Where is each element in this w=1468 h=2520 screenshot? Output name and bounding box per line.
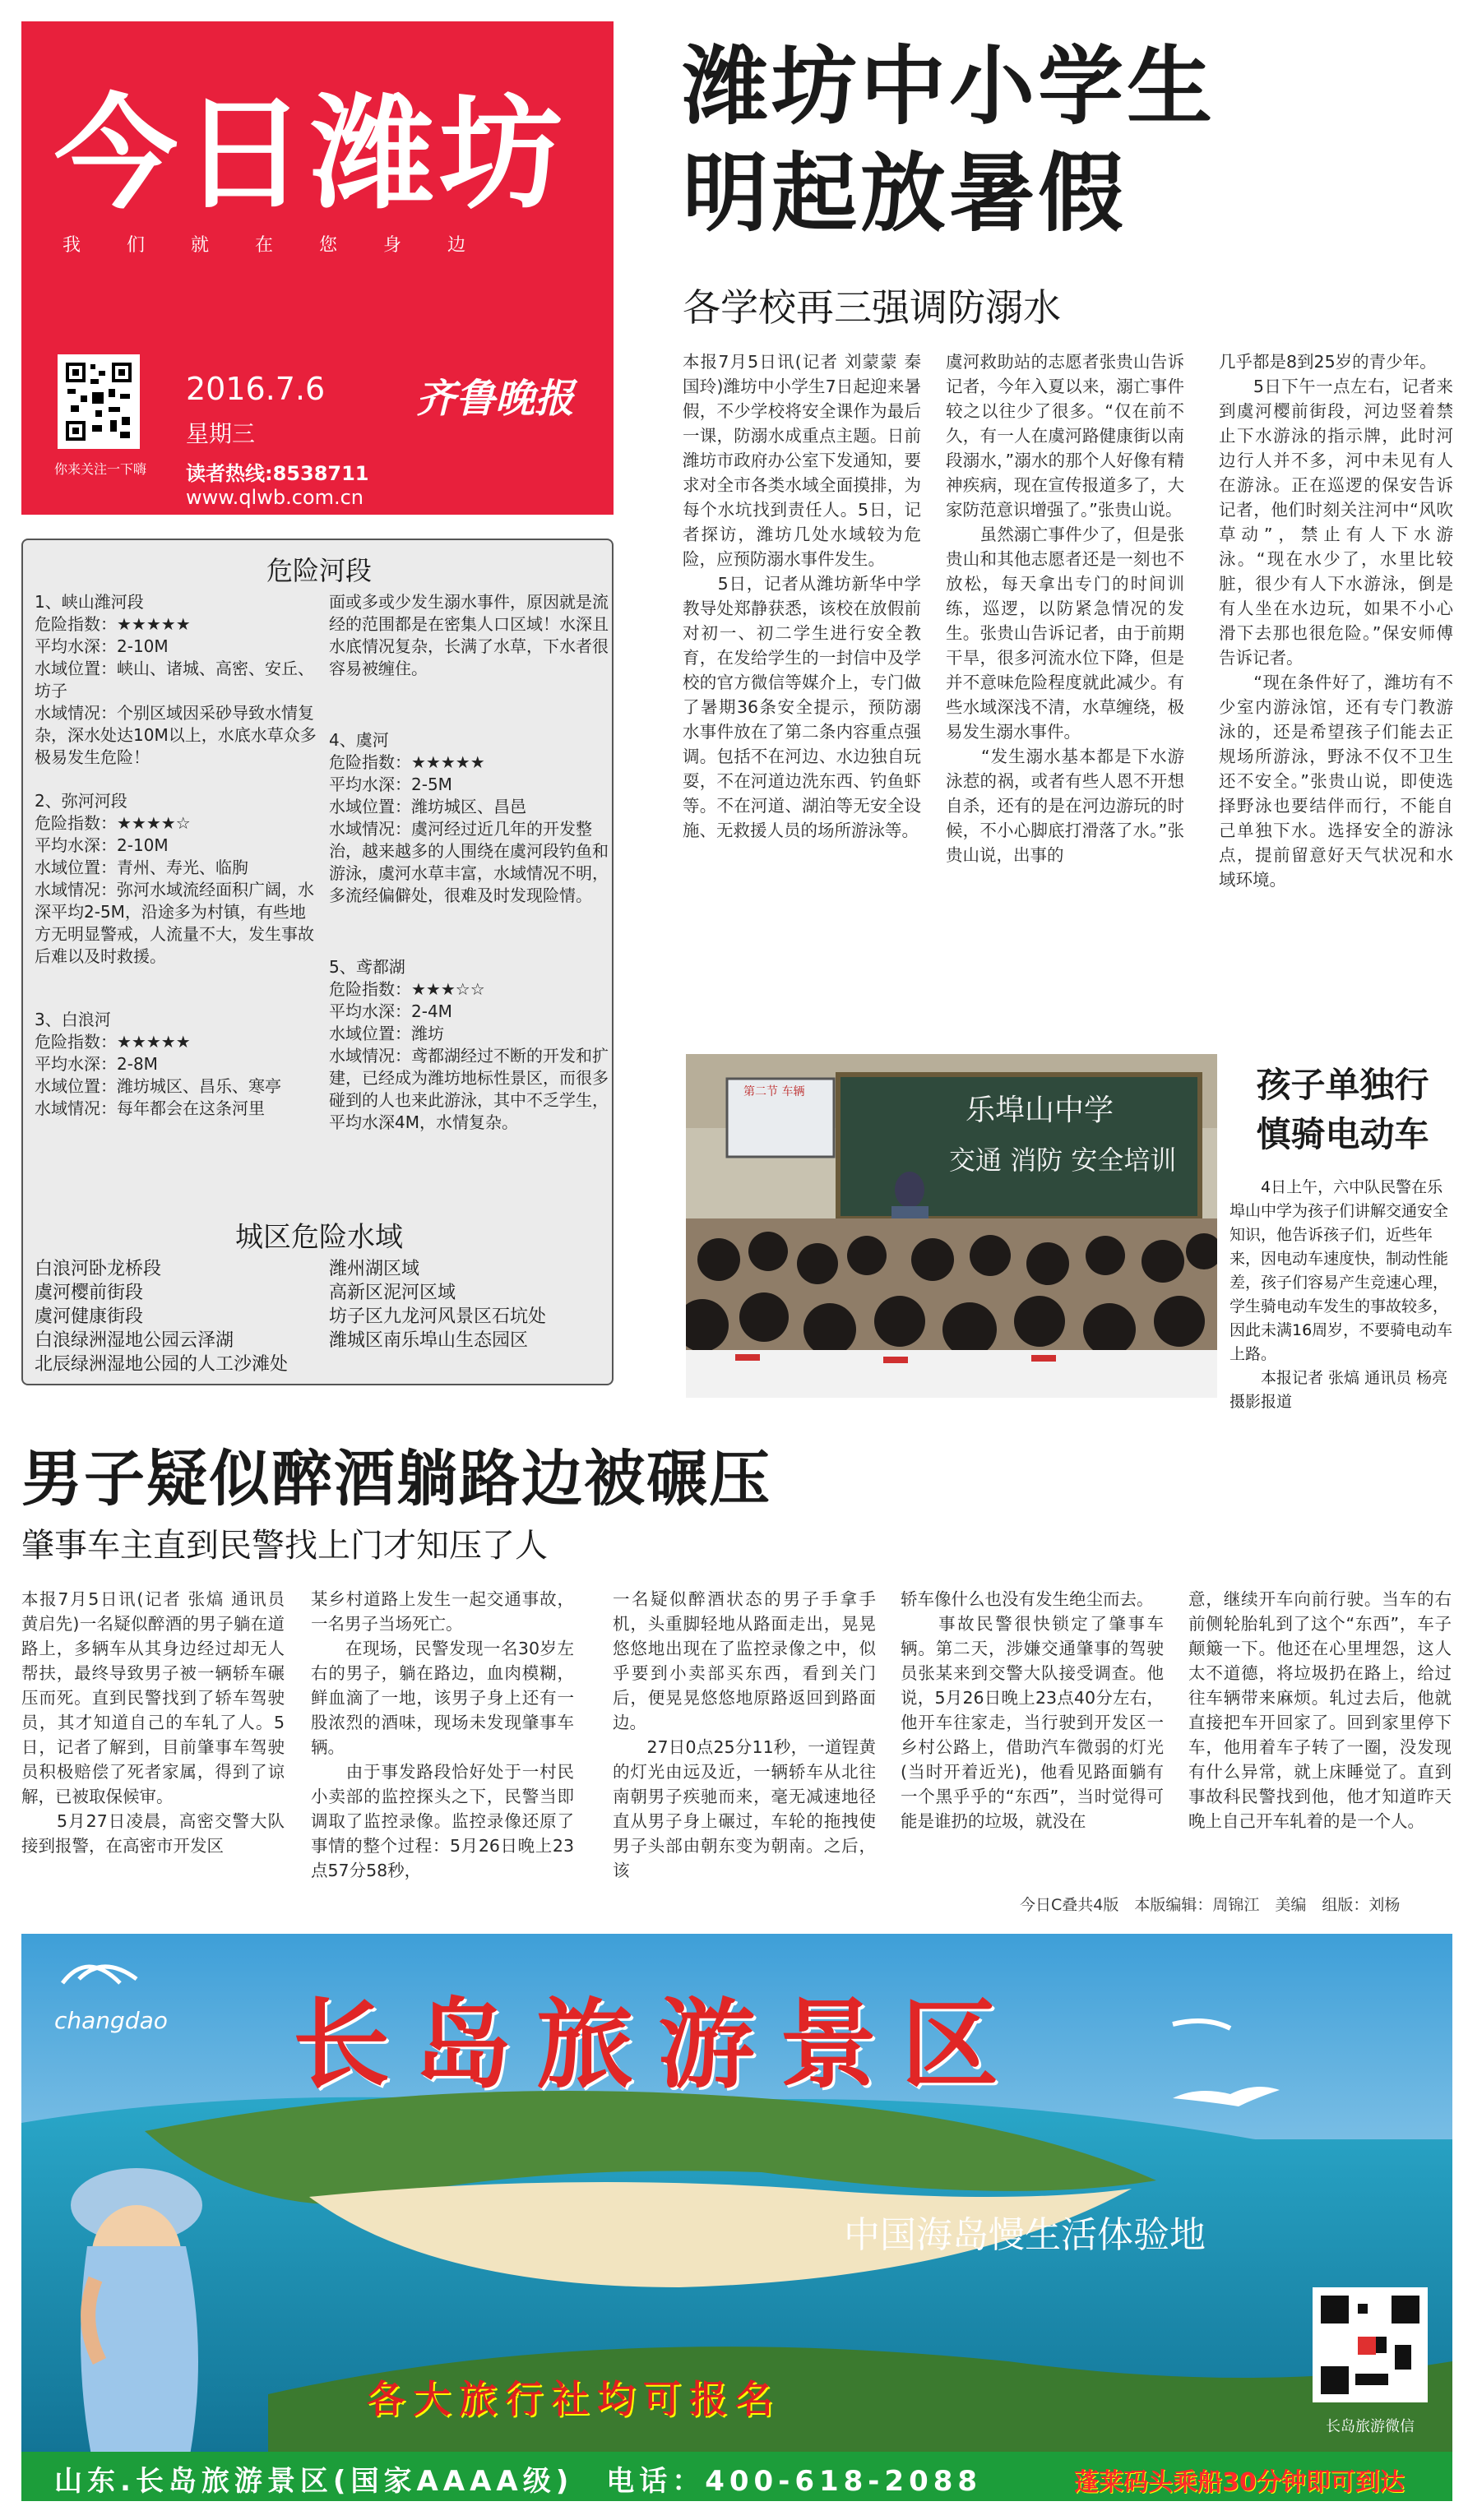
side-story-credit: 本报记者 张熇 通讯员 杨亮 摄影报道 bbox=[1230, 1369, 1448, 1411]
river-detail: 平均水深：2-10M bbox=[35, 636, 169, 656]
issue-date: 2016.7.6 bbox=[186, 371, 326, 407]
blackboard-topic: 交通 消防 安全培训 bbox=[949, 1144, 1177, 1176]
river-section bbox=[329, 591, 609, 680]
article-2-col4: 轿车像什么也没有发生绝尘而去。 事故民警很快锁定了肇事车辆。第二天，涉嫌交通肇事的驾驶员张某来到交警大队接受调查。他说，5月26日晚上23点40分左右，他开车往家走，当行驶到开发区一乡村公路上，借助汽车微弱的灯光(当时开着近光)，他看见路面躺有一个黑乎乎的“东西”，当时觉得可能是谁扔的垃圾，就没在 bbox=[901, 1589, 1164, 1831]
river-name: 1、峡山潍河段 bbox=[35, 592, 144, 612]
river-name: 3、白浪河 bbox=[35, 1010, 111, 1029]
side-story-title bbox=[1230, 1061, 1456, 1159]
river-section bbox=[35, 790, 318, 968]
river-detail: 水域情况：个别区域因采砂导致水情复杂，深水处达10M以上，水底水草众多极易发生危险！ bbox=[35, 703, 317, 767]
qr-caption: 你来关注一下嗨 bbox=[54, 461, 147, 477]
article-1-col3: 几乎都是8到25岁的青少年。 5日下午一点左右，记者来到虞河樱前街段，河边竖着禁止下水游泳的指示牌，此时河边行人并不多，河中未见有人在游泳。正在巡逻的保安告诉记者，他们时刻关注河中“风吹草动”，禁止有人下水游泳。“现在水少了，水里比较脏，很少有人下水游泳，倒是有人坐在水边玩，如果不小心滑下去那也很危险。”保安师傅告诉记者。 “现在条件好了，潍坊有不少室内游泳馆，还有专门教游泳的，还是希望孩子们能去正规场所游泳，野泳不仅不卫生还不安全。”张贵山说，即使选择野泳也要结伴而行，不能自己单独下水。选择安全的游泳点，提前留意好天气状况和水域环境。 bbox=[1219, 352, 1453, 890]
city-water-item: 高新区泥河区域 bbox=[329, 1283, 456, 1303]
river-detail: 危险指数：★★★★★ bbox=[329, 752, 485, 772]
river-detail: 危险指数：★★★★☆ bbox=[35, 813, 191, 833]
river-section bbox=[35, 1009, 318, 1120]
newspaper-name: 齐鲁晚报 bbox=[416, 376, 575, 422]
side-title-line2: 慎骑电动车 bbox=[1256, 1114, 1429, 1154]
masthead bbox=[21, 21, 614, 515]
headline-1-line2: 明起放暑假 bbox=[683, 143, 1128, 243]
headline-2: 男子疑似醉酒躺路边被碾压 bbox=[21, 1444, 771, 1514]
city-water-item: 白浪河卧龙桥段 bbox=[35, 1259, 162, 1279]
danger-col-2 bbox=[329, 591, 609, 1134]
river-detail: 水域情况：每年都会在这条河里 bbox=[35, 1098, 265, 1118]
article-2-col1: 本报7月5日讯(记者 张熇 通讯员 黄启先)一名疑似醉酒的男子躺在道路上，多辆车从其身边经过却无人帮扶，最终导致男子被一辆轿车碾压而死。直到民警找到了轿车驾驶员，其才知道自己的车轧了人。5日，记者了解到，目前肇事车驾驶员积极赔偿了死者家属，得到了谅解，已被取保候审。 5月27日凌晨，高密交警大队接到报警，在高密市开发区 bbox=[21, 1589, 285, 1856]
river-name: 2、弥河河段 bbox=[35, 791, 127, 811]
side-title-line1: 孩子单独行 bbox=[1256, 1065, 1429, 1105]
river-name: 5、鸢都湖 bbox=[329, 957, 405, 977]
ad-contact: 山东.长岛旅游景区(国家AAAA级) 电话：400-618-2088 bbox=[54, 2465, 983, 2498]
danger-rivers-box bbox=[21, 539, 614, 1385]
river-name: 4、虞河 bbox=[329, 730, 389, 750]
river-section bbox=[329, 729, 609, 907]
city-water-item: 潍城区南乐埠山生态园区 bbox=[329, 1330, 529, 1351]
ad-title: 长岛旅游景区 bbox=[293, 1987, 1024, 2102]
city-water-item: 白浪绿洲湿地公园云泽湖 bbox=[35, 1330, 234, 1351]
city-water-item: 北辰绿洲湿地公园的人工沙滩处 bbox=[35, 1354, 289, 1375]
city-water-item: 坊子区九龙河风景区石坑处 bbox=[329, 1306, 547, 1327]
river-detail: 面或多或少发生溺水事件，原因就是流经的范围都是在密集人口区域！水深且水底情况复杂，长满了水草，下水者很容易被缠住。 bbox=[329, 592, 609, 678]
danger-box-title: 危险河段 bbox=[266, 555, 372, 586]
river-detail: 水域位置：潍坊城区、昌邑 bbox=[329, 797, 526, 816]
slide-title: 第二节 车辆 bbox=[743, 1085, 805, 1098]
headline-2-subtitle: 肇事车主直到民警找上门才知压了人 bbox=[21, 1527, 548, 1565]
ad-logo-text: changdao bbox=[54, 2007, 168, 2034]
city-water-item: 虞河健康街段 bbox=[35, 1306, 144, 1327]
river-detail: 水域位置：潍坊 bbox=[329, 1024, 444, 1043]
headline-1-subtitle: 各学校再三强调防溺水 bbox=[683, 285, 1061, 330]
website-url: www.qlwb.com.cn bbox=[186, 486, 364, 509]
side-story-body bbox=[1230, 1176, 1456, 1414]
danger-col-1 bbox=[35, 591, 318, 1120]
article-2-col5: 意，继续开车向前行驶。当车的右前侧轮胎轧到了这个“东西”，车子颠簸一下。他还在心里埋怨，这人太不道德，将垃圾扔在路上，给过往车辆带来麻烦。轧过去后，他就直接把车开回家了。回到家里停下车，他用着车子转了一圈，没发现有什么异常，就上床睡觉了。直到事故科民警找到他，他才知道昨天晚上自己开车轧着的是一个人。 bbox=[1188, 1589, 1452, 1831]
ad-ferry: 蓬莱码头乘船30分钟即可到达 bbox=[1074, 2468, 1405, 2497]
page-footnote: 今日C叠共4版 本版编辑：周锦江 美编 组版：刘杨 bbox=[1020, 1896, 1401, 1914]
ad-agencies: 各大旅行社均可报名 bbox=[367, 2377, 781, 2421]
river-detail: 危险指数：★★★★★ bbox=[35, 1032, 191, 1052]
ad-qr-code-icon bbox=[1313, 2287, 1428, 2402]
article-1-col1: 本报7月5日讯(记者 刘蒙蒙 秦国玲)潍坊中小学生7日起迎来暑假，不少学校将安全课作为最后一课，防溺水成重点主题。日前潍坊市政府办公室下发通知，要求对全市各类水域全面摸排，为每个水坑找到责任人。5日，记者探访，潍坊几处水域较为危险，应预防溺水事件发生。 5日，记者从潍坊新华中学教导处郑静获悉，该校在放假前对初一、初二学生进行安全教育，在发给学生的一封信中及学校的官方微信等媒介上，专门做了暑期36条安全提示，预防溺水事件放在了第二条内容重点强调。包括不在河边、水边独自玩耍，不在河道边洗东西、钓鱼虾等。不在河道、湖泊等无安全设施、无救援人员的场所游泳等。 bbox=[683, 352, 921, 840]
river-detail: 平均水深：2-8M bbox=[35, 1054, 158, 1074]
river-section bbox=[35, 591, 318, 769]
article-2-col3: 一名疑似醉酒状态的男子手拿手机，头重脚轻地从路面走出，晃晃悠悠地出现在了监控录像之中，似乎要到小卖部买东西，看到关门后，便晃晃悠悠地原路返回到路面边。 27日0点25分11秒，一道锃黄的灯光由远及近，一辆轿车从北往南朝男子疾驰而来，毫无减速地径直从男子身上碾过，车轮的拖拽使男子头部由朝东变为朝南。之后，该 bbox=[613, 1589, 876, 1880]
river-detail: 水域位置：潍坊城区、昌乐、寒亭 bbox=[35, 1076, 281, 1096]
girl-figure-icon bbox=[71, 2168, 202, 2476]
city-danger-title: 城区危险水域 bbox=[235, 1221, 403, 1254]
river-detail: 水域情况：弥河水域流经面积广阔，水深平均2-5M，沿途多为村镇，有些地方无明显警戒，人流量不大，发生事故后难以及时救援。 bbox=[35, 880, 314, 966]
masthead-logo: 今日潍坊 bbox=[54, 83, 568, 226]
changdao-advertisement bbox=[21, 1934, 1452, 2501]
city-water-item: 虞河樱前街段 bbox=[35, 1283, 144, 1303]
river-detail: 水域位置：峡山、诸城、高密、安丘、坊子 bbox=[35, 659, 314, 701]
ad-tagline: 中国海岛慢生活体验地 bbox=[844, 2214, 1206, 2256]
reader-hotline: 读者热线:8538711 bbox=[186, 462, 369, 485]
river-section bbox=[329, 956, 609, 1134]
city-water-item: 潍州湖区域 bbox=[329, 1259, 420, 1279]
side-story-text: 4日上午，六中队民警在乐埠山中学为孩子们讲解交通安全知识，他告诉孩子们，近些年来，因电动车速度快，制动性能差，孩子们容易产生竞速心理，学生骑电动车发生的事故较多，因此未满16周岁，不要骑电动车上路。 bbox=[1230, 1178, 1453, 1363]
ad-qr-caption: 长岛旅游微信 bbox=[1326, 2418, 1415, 2435]
city-list-left bbox=[35, 1257, 314, 1376]
blackboard-school: 乐埠山中学 bbox=[966, 1094, 1114, 1127]
city-list-right bbox=[329, 1257, 609, 1352]
classroom-photo bbox=[686, 1054, 1217, 1398]
river-detail: 水域情况：虞河经过近几年的开发整治，越来越多的人围绕在虞河段钓鱼和游泳，虞河水草丰富，水域情况不明，多流经偏僻处，很难及时发现险情。 bbox=[329, 819, 609, 905]
qr-code-icon bbox=[58, 354, 140, 449]
headline-1 bbox=[683, 33, 1216, 247]
river-detail: 水域位置：青州、寿光、临朐 bbox=[35, 858, 248, 877]
river-detail: 平均水深：2-10M bbox=[35, 835, 169, 855]
river-detail: 水域情况：鸢都湖经过不断的开发和扩建，已经成为潍坊地标性景区，而很多碰到的人也来此游泳，其中不乏学生，平均水深4M，水情复杂。 bbox=[329, 1046, 609, 1132]
river-detail: 危险指数：★★★★★ bbox=[35, 614, 191, 634]
river-detail: 平均水深：2-5M bbox=[329, 774, 452, 794]
headline-1-line1: 潍坊中小学生 bbox=[683, 36, 1216, 136]
river-detail: 危险指数：★★★☆☆ bbox=[329, 979, 485, 999]
masthead-slogan: 我们就在您身边 bbox=[63, 235, 512, 256]
issue-weekday: 星期三 bbox=[186, 420, 256, 447]
article-2-col2: 某乡村道路上发生一起交通事故，一名男子当场死亡。 在现场，民警发现一名30岁左右的男子，躺在路边，血肉模糊，鲜血滴了一地，该男子身上还有一股浓烈的酒味，现场未发现肇事车辆。 由于事发路段恰好处于一村民小卖部的监控探头之下，民警当即调取了监控录像。监控录像还原了事情的整个过程：5月26日晚上23点57分58秒， bbox=[311, 1589, 574, 1880]
river-detail: 平均水深：2-4M bbox=[329, 1001, 452, 1021]
article-1-col2: 虞河救助站的志愿者张贵山告诉记者，今年入夏以来，溺亡事件较之以往少了很多。“仅在前不久，有一人在虞河路健康街以南段溺水，”溺水的那个人好像有精神疾病，现在宣传报道多了，大家防范意识增强了。”张贵山说。 虽然溺亡事件少了，但是张贵山和其他志愿者还是一刻也不放松，每天拿出专门的时间训练，巡逻，以防紧急情况的发生。张贵山告诉记者，由于前期干旱，很多河流水位下降，但是并不意味危险程度就此减少。有些水域深浅不清，水草缠绕，极易发生溺水事件。 “发生溺水基本都是下水游泳惹的祸，或者有些人恩不开想自杀，还有的是在河边游玩的时候，不小心脚底打滑落了水。”张贵山说，出事的 bbox=[946, 352, 1184, 865]
